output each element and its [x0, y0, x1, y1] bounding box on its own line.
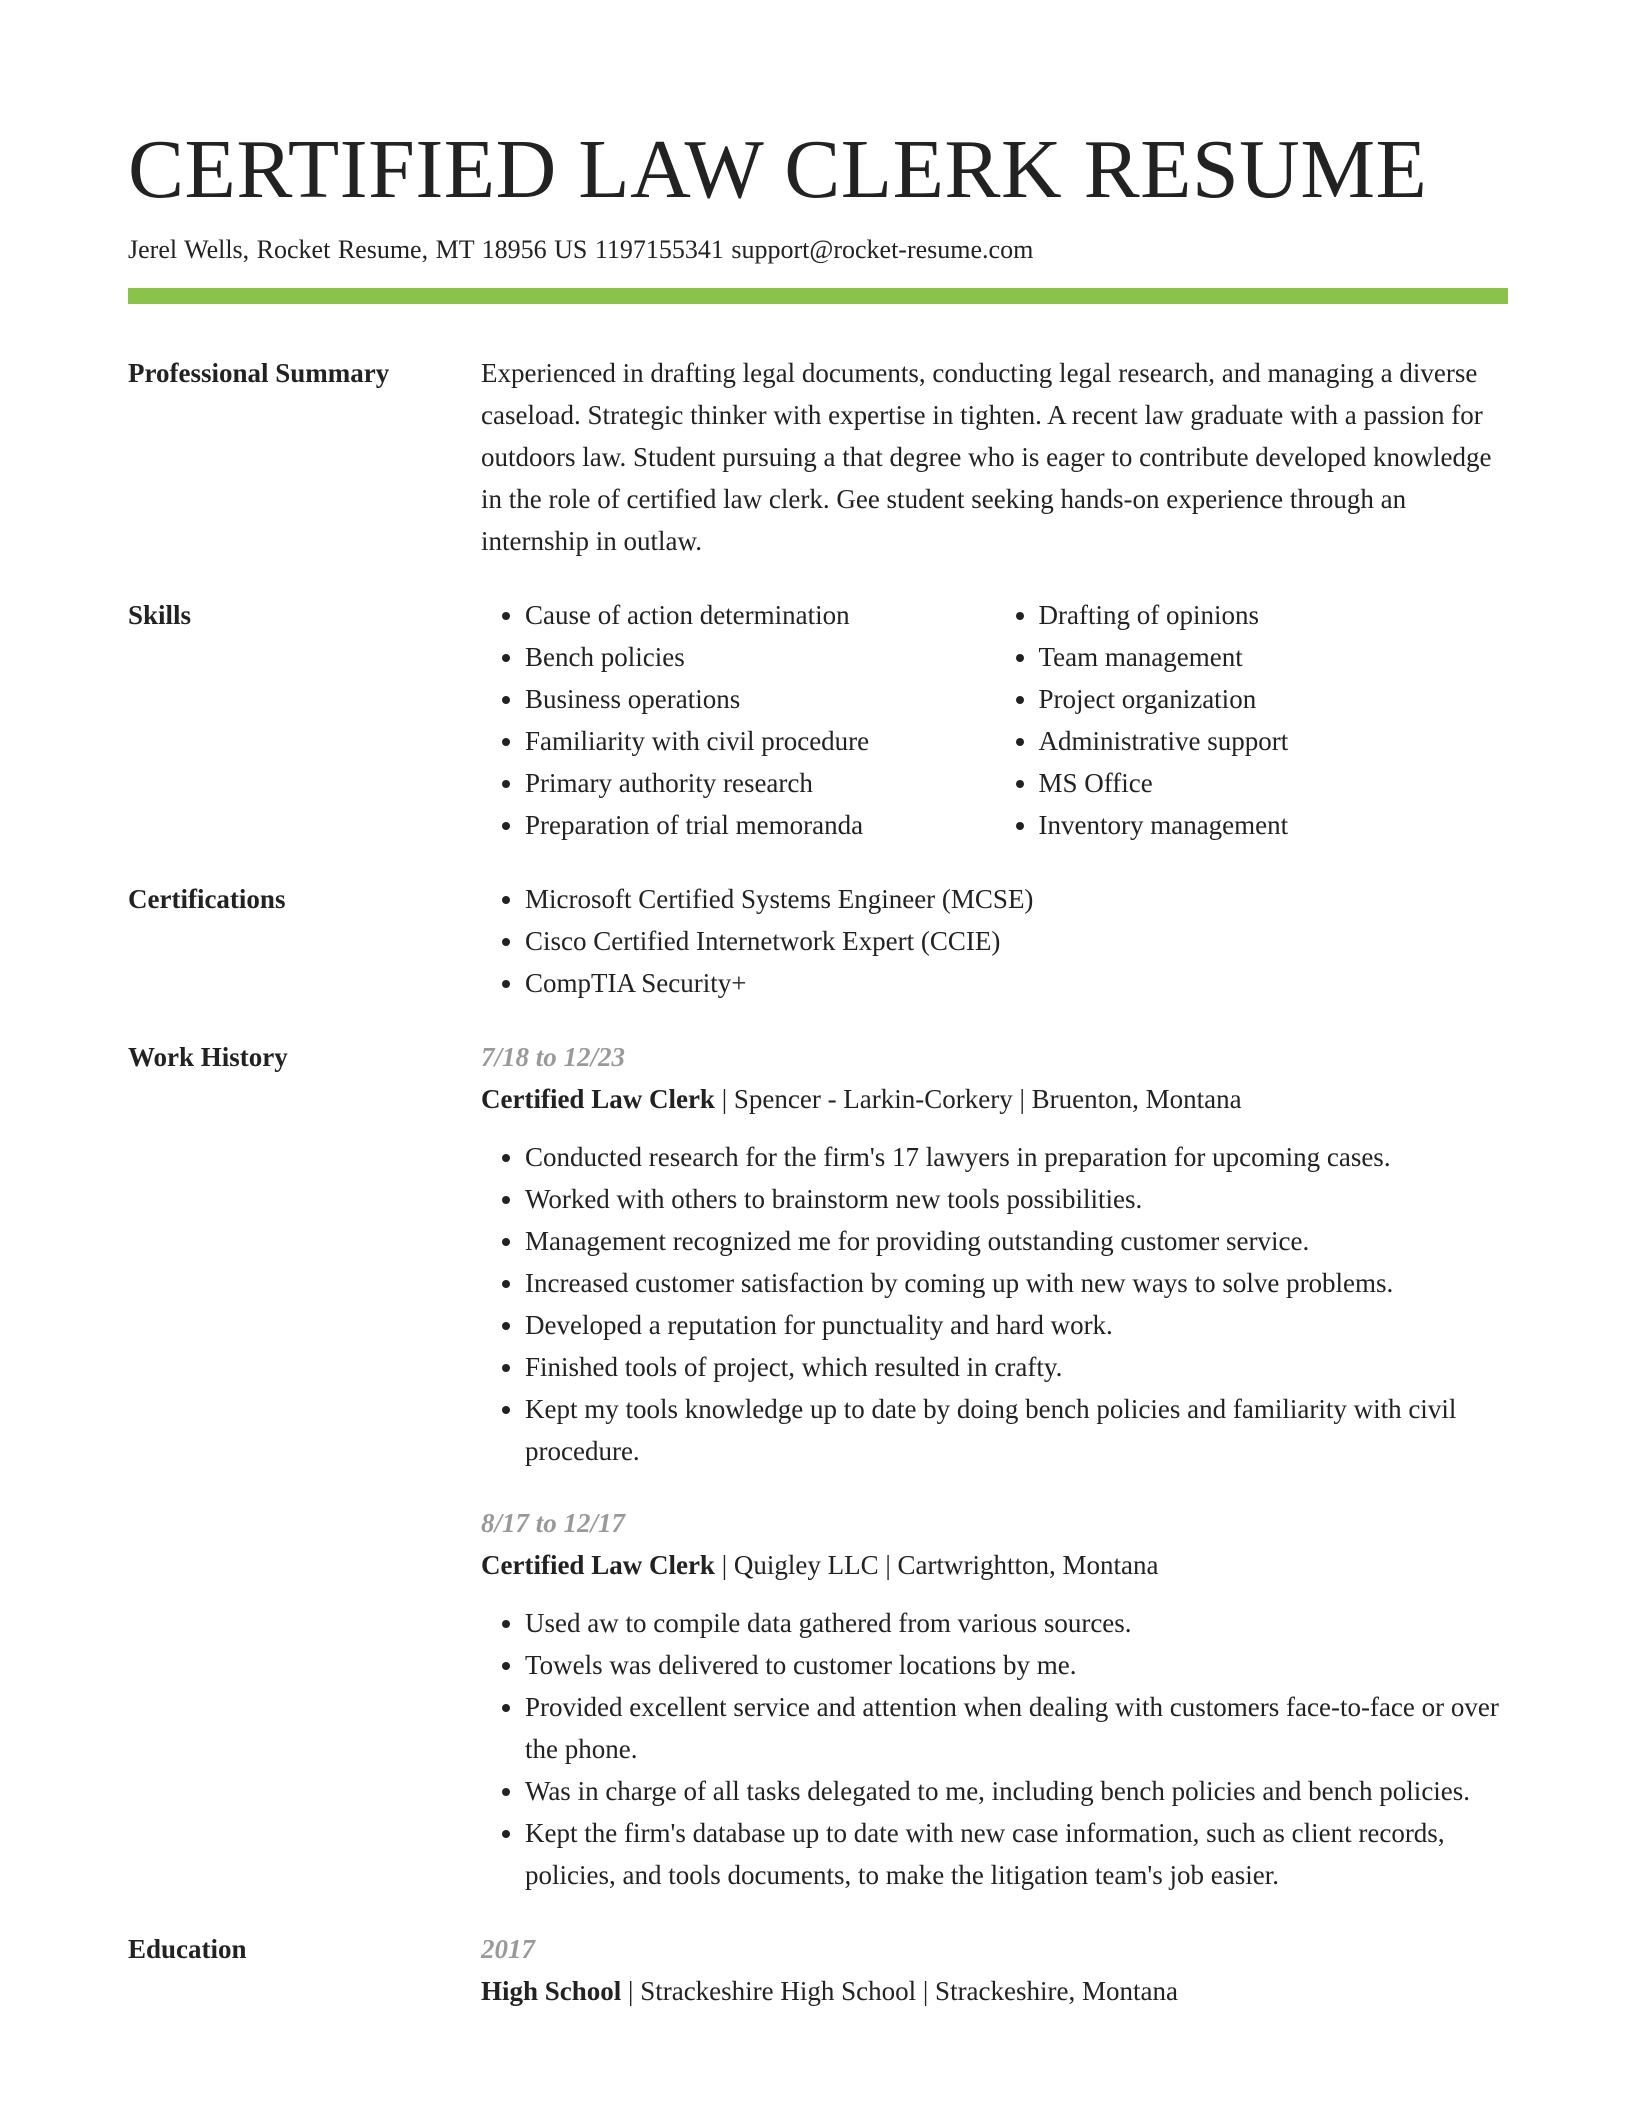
job-title: Certified Law Clerk — [481, 1550, 715, 1580]
section-heading-education: Education — [128, 1934, 247, 1964]
job-bullet: • Kept the firm's database up to date with new case information, such as client records, policies, and tools documents, to make the litigation team's job easier. — [525, 1812, 1508, 1896]
skill-item: • Preparation of trial memoranda — [525, 804, 995, 846]
job-bullet: • Management recognized me for providing outstanding customer service. — [525, 1220, 1508, 1262]
skill-item: • Familiarity with civil procedure — [525, 720, 995, 762]
job-heading — [481, 1544, 1508, 1586]
job-dates: 8/17 to 12/17 — [481, 1508, 626, 1538]
job-bullet: • Worked with others to brainstorm new tools possibilities. — [525, 1178, 1508, 1220]
summary-section — [128, 352, 1508, 562]
job-bullets — [481, 1136, 1508, 1472]
education-degree: High School — [481, 1976, 622, 2006]
education-school-location: | Strackeshire High School | Strackeshire, Montana — [621, 1976, 1178, 2006]
certification-item: • Microsoft Certified Systems Engineer (MCSE) — [525, 878, 1508, 920]
job-bullet: • Kept my tools knowledge up to date by doing bench policies and familiarity with civil procedure. — [525, 1388, 1508, 1472]
education-heading — [481, 1970, 1508, 2012]
job-bullet: • Used aw to compile data gathered from various sources. — [525, 1602, 1508, 1644]
work-history-section — [128, 1036, 1508, 1896]
job-bullet: • Towels was delivered to customer locations by me. — [525, 1644, 1508, 1686]
skill-item: • Business operations — [525, 678, 995, 720]
contact-line: Jerel Wells, Rocket Resume, MT 18956 US 1197155341 support@rocket-resume.com — [128, 235, 1034, 264]
section-heading-certifications: Certifications — [128, 884, 286, 914]
certification-item: • CompTIA Security+ — [525, 962, 1508, 1004]
section-heading-summary: Professional Summary — [128, 358, 390, 388]
summary-text: Experienced in drafting legal documents, conducting legal research, and managing a diverse caseload. Strategic thinker with expertise in tighten. A recent law graduate with a passion for outdoors law. Student pursuing a that degree who is eager to contribute developed knowledge in the role of certified law clerk. Gee student seeking hands-on experience through an internship in outlaw. — [481, 358, 1492, 556]
job-bullet: • Was in charge of all tasks delegated to me, including bench policies and bench policies. — [525, 1770, 1508, 1812]
job-heading — [481, 1078, 1508, 1120]
skill-item: • Cause of action determination — [525, 594, 995, 636]
job-entry — [481, 1502, 1508, 1896]
skill-item: • Administrative support — [1039, 720, 1509, 762]
skill-item: • Team management — [1039, 636, 1509, 678]
skill-item: • Drafting of opinions — [1039, 594, 1509, 636]
resume-page — [128, 120, 1508, 2012]
job-entry — [481, 1036, 1508, 1472]
skills-list-right — [995, 594, 1509, 846]
job-bullet: • Developed a reputation for punctuality and hard work. — [525, 1304, 1508, 1346]
skills-list-left — [481, 594, 995, 846]
resume-title: CERTIFIED LAW CLERK RESUME — [128, 123, 1428, 216]
section-heading-work-history: Work History — [128, 1042, 288, 1072]
job-employer-location: | Spencer - Larkin-Corkery | Bruenton, Montana — [714, 1084, 1242, 1114]
education-year: 2017 — [481, 1934, 535, 1964]
job-employer-location: | Quigley LLC | Cartwrightton, Montana — [714, 1550, 1159, 1580]
education-section — [128, 1928, 1508, 2012]
skill-item: • Bench policies — [525, 636, 995, 678]
job-bullet: • Finished tools of project, which resulted in crafty. — [525, 1346, 1508, 1388]
job-bullet: • Increased customer satisfaction by coming up with new ways to solve problems. — [525, 1262, 1508, 1304]
certification-item: • Cisco Certified Internetwork Expert (CCIE) — [525, 920, 1508, 962]
certifications-list — [481, 878, 1508, 1004]
job-bullet: • Provided excellent service and attention when dealing with customers face-to-face or over the phone. — [525, 1686, 1508, 1770]
certifications-section — [128, 878, 1508, 1004]
skill-item: • Project organization — [1039, 678, 1509, 720]
skill-item: • MS Office — [1039, 762, 1509, 804]
skills-section — [128, 594, 1508, 846]
job-title: Certified Law Clerk — [481, 1084, 715, 1114]
skill-item: • Inventory management — [1039, 804, 1509, 846]
job-dates: 7/18 to 12/23 — [481, 1042, 626, 1072]
section-heading-skills: Skills — [128, 600, 192, 630]
job-bullet: • Conducted research for the firm's 17 lawyers in preparation for upcoming cases. — [525, 1136, 1508, 1178]
job-bullets — [481, 1602, 1508, 1896]
header-divider — [128, 288, 1508, 304]
skill-item: • Primary authority research — [525, 762, 995, 804]
